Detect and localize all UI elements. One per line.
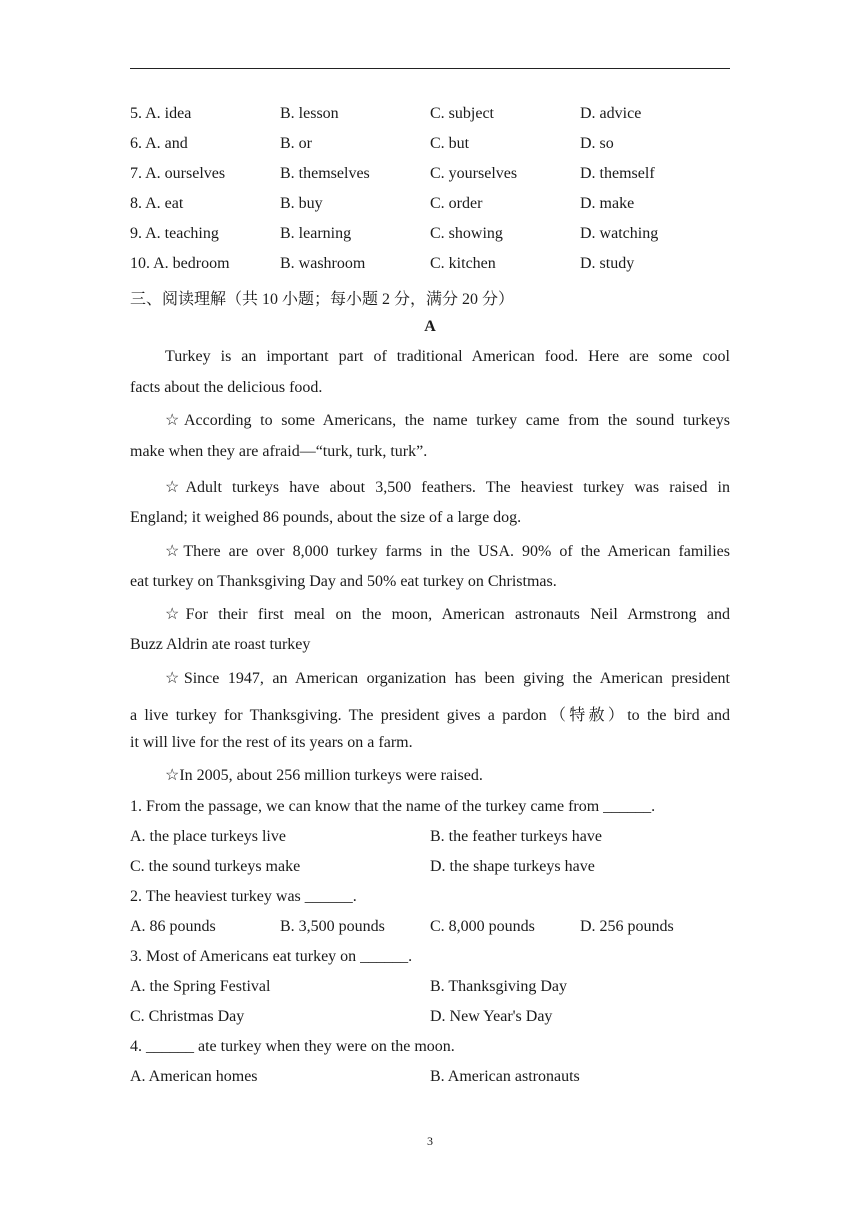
question-4-options-row <box>130 1068 730 1092</box>
option-c: C. the sound turkeys make <box>130 858 301 875</box>
cloze-row-10 <box>130 255 730 279</box>
passage-line: eat turkey on Thanksgiving Day and 50% eat turkey on Christmas. <box>130 573 557 590</box>
option-a: A. the Spring Festival <box>130 978 271 995</box>
question-2-options-row <box>130 918 730 942</box>
passage-line: ☆Adult turkeys have about 3,500 feathers. The heaviest turkey was raised in <box>165 479 730 496</box>
passage-line: ☆There are over 8,000 turkey farms in the USA. 90% of the American families <box>165 543 730 560</box>
option-a: 7. A. ourselves <box>130 165 226 182</box>
option-b: B. 3,500 pounds <box>280 918 385 935</box>
option-a: 10. A. bedroom <box>130 255 230 272</box>
passage-line: ☆Since 1947, an American organization has been giving the American president <box>165 670 730 687</box>
option-a: 8. A. eat <box>130 195 184 212</box>
question-2: 2. The heaviest turkey was ______. <box>130 888 357 905</box>
option-d: D. themself <box>580 165 655 182</box>
section-heading: 三、阅读理解（共 10 小题；每小题 2 分，满分 20 分） <box>130 291 515 308</box>
option-c: C. order <box>430 195 483 212</box>
option-d: D. so <box>580 135 614 152</box>
passage-line: ☆According to some Americans, the name turkey came from the sound turkeys <box>165 412 730 429</box>
option-b: B. or <box>280 135 312 152</box>
option-c: C. Christmas Day <box>130 1008 245 1025</box>
option-b: B. lesson <box>280 105 339 122</box>
option-b: B. themselves <box>280 165 370 182</box>
option-d: D. study <box>580 255 635 272</box>
option-d: D. watching <box>580 225 659 242</box>
option-c: C. kitchen <box>430 255 496 272</box>
passage-line: facts about the delicious food. <box>130 379 323 396</box>
cloze-row-5 <box>130 105 730 129</box>
question-1-options-row <box>130 858 730 882</box>
page-number: 3 <box>427 1134 433 1148</box>
cloze-row-6 <box>130 135 730 159</box>
option-b: B. American astronauts <box>430 1068 580 1085</box>
passage-line: Buzz Aldrin ate roast turkey <box>130 636 311 653</box>
header-rule <box>130 68 730 69</box>
option-d: D. New Year's Day <box>430 1008 553 1025</box>
option-c: C. yourselves <box>430 165 518 182</box>
option-d: D. advice <box>580 105 642 122</box>
option-a: A. 86 pounds <box>130 918 216 935</box>
option-b: B. buy <box>280 195 323 212</box>
question-3-options-row <box>130 1008 730 1032</box>
question-4: 4. ______ ate turkey when they were on the moon. <box>130 1038 455 1055</box>
option-b: B. learning <box>280 225 352 242</box>
option-c: C. showing <box>430 225 503 242</box>
option-c: C. 8,000 pounds <box>430 918 535 935</box>
option-a: 5. A. idea <box>130 105 192 122</box>
option-d: D. make <box>580 195 635 212</box>
option-d: D. the shape turkeys have <box>430 858 595 875</box>
passage-line: a live turkey for Thanksgiving. The president gives a pardon（特赦）to the bird and <box>130 707 730 724</box>
passage-line: ☆In 2005, about 256 million turkeys were raised. <box>165 767 483 784</box>
option-c: C. subject <box>430 105 494 122</box>
passage-line: ☆For their first meal on the moon, American astronauts Neil Armstrong and <box>165 606 730 623</box>
option-a: 9. A. teaching <box>130 225 219 242</box>
cloze-row-8 <box>130 195 730 219</box>
question-1-options-row <box>130 828 730 852</box>
option-b: B. the feather turkeys have <box>430 828 602 845</box>
question-1: 1. From the passage, we can know that the name of the turkey came from ______. <box>130 798 656 815</box>
option-b: B. washroom <box>280 255 366 272</box>
option-b: B. Thanksgiving Day <box>430 978 568 995</box>
cloze-row-9 <box>130 225 730 249</box>
passage-line: Turkey is an important part of traditional American food. Here are some cool <box>165 348 730 365</box>
option-a: 6. A. and <box>130 135 188 152</box>
question-3-options-row <box>130 978 730 1002</box>
option-c: C. but <box>430 135 470 152</box>
passage-line: it will live for the rest of its years on a farm. <box>130 734 413 751</box>
passage-title: A <box>424 318 436 335</box>
option-a: A. American homes <box>130 1068 258 1085</box>
question-3: 3. Most of Americans eat turkey on ______. <box>130 948 413 965</box>
cloze-row-7 <box>130 165 730 189</box>
option-a: A. the place turkeys live <box>130 828 286 845</box>
passage-line: make when they are afraid—“turk, turk, turk”. <box>130 443 428 460</box>
passage-line: England; it weighed 86 pounds, about the size of a large dog. <box>130 509 522 526</box>
option-d: D. 256 pounds <box>580 918 674 935</box>
